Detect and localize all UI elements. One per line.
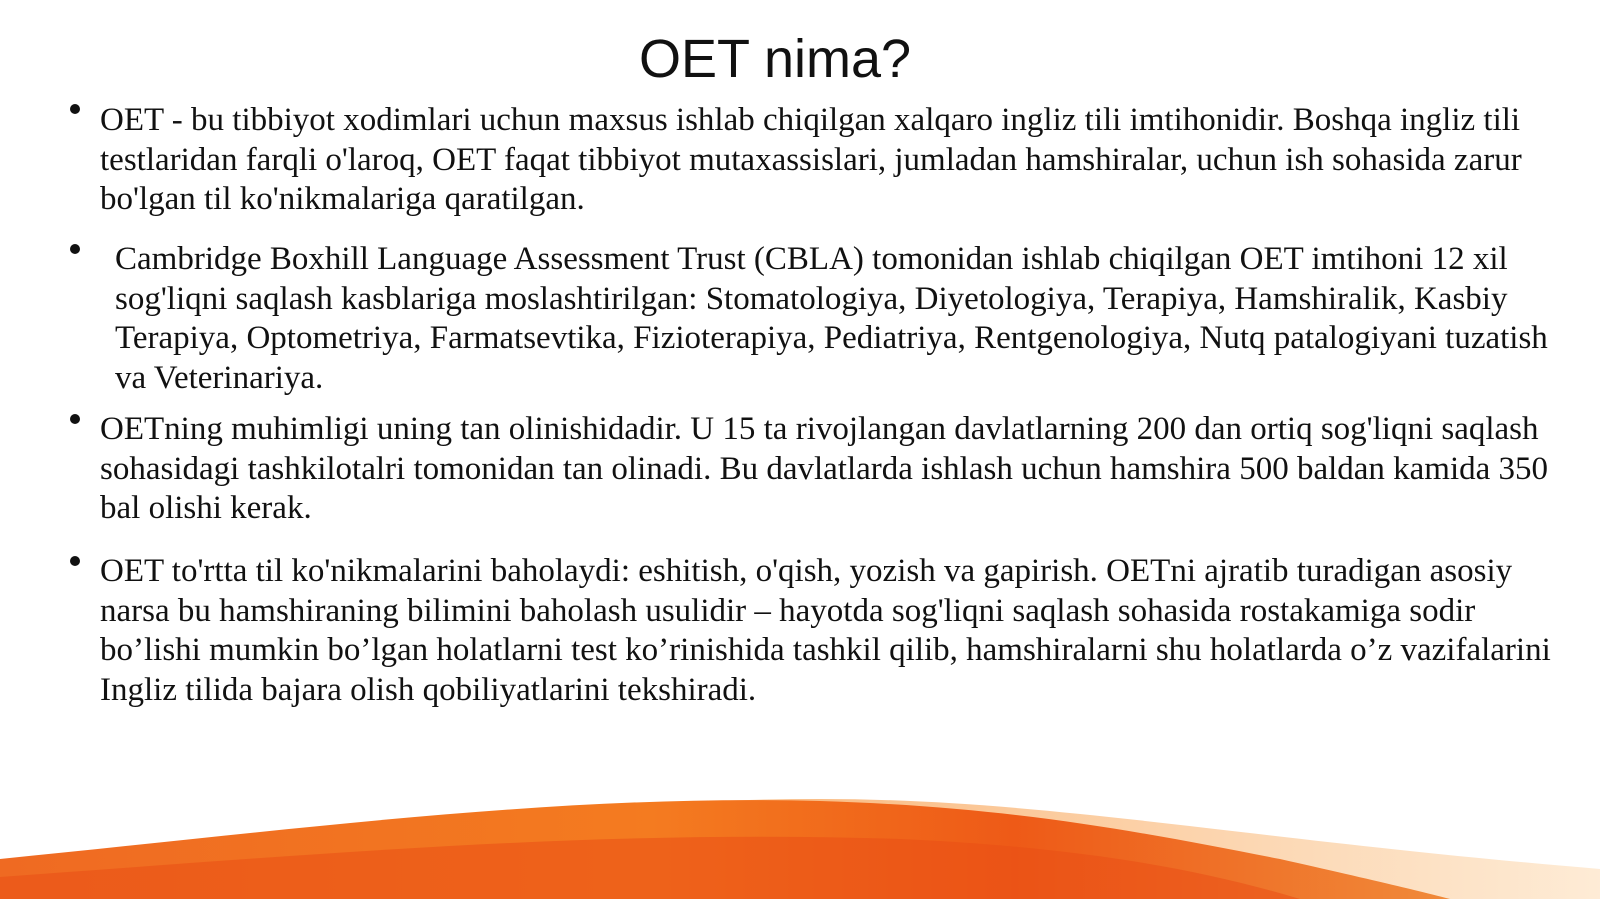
bullet-item-2: Cambridge Boxhill Language Assessment Trust (CBLA) tomonidan ishlab chiqilgan OET imtihoni 12 xil sog'liqni saqlash kasblariga moslashtirilgan: Stomatologiya, Diyetologiya, Terapiya, Hamshiralik, Kasbiy Terapiya, Optometriya, Farmatsevtika, Fizioterapiya, Pediatriya, Rentgenologiya, Nutq patalogiyani tuzatish va Veterinariya.	[115, 241, 1548, 396]
bullet-dot-icon	[70, 414, 80, 424]
bullet-dot-icon	[70, 556, 80, 566]
slide-title: OET nima?	[638, 29, 912, 89]
bullet-item-4: OET to'rtta til ko'nikmalarini baholaydi: eshitish, o'qish, yozish va gapirish. OETni ajratib turadigan asosiy narsa bu hamshiraning bilimini baholash usulidir – hayotda sog'liqni saqlash sohasida rostakamiga sodir bo’lishi mumkin bo’lgan holatlarni test ko’rinishida tashkil qilib, hamshiralarni shu holatlarda o’z vazifalarini Ingliz tilida bajara olish qobiliyatlarini tekshiradi.	[100, 553, 1551, 708]
bullet-item-1: OET - bu tibbiyot xodimlari uchun maxsus ishlab chiqilgan xalqaro ingliz tili imtihonidir. Boshqa ingliz tili testlaridan farqli o'laroq, OET faqat tibbiyot mutaxassislari, jumladan hamshiralar, uchun ish sohasida zarur bo'lgan til ko'nikmalariga qaratilgan.	[100, 102, 1522, 217]
bullet-dot-icon	[70, 244, 80, 254]
orange-wave-decoration	[0, 759, 1600, 899]
bullet-item-3: OETning muhimligi uning tan olinishidadir. U 15 ta rivojlangan davlatlarning 200 dan ortiq sog'liqni saqlash sohasidagi tashkilotalri tomonidan tan olinadi. Bu davlatlarda ishlash uchun hamshira 500 baldan kamida 350 bal olishi kerak.	[100, 411, 1549, 526]
bullet-dot-icon	[70, 104, 80, 114]
